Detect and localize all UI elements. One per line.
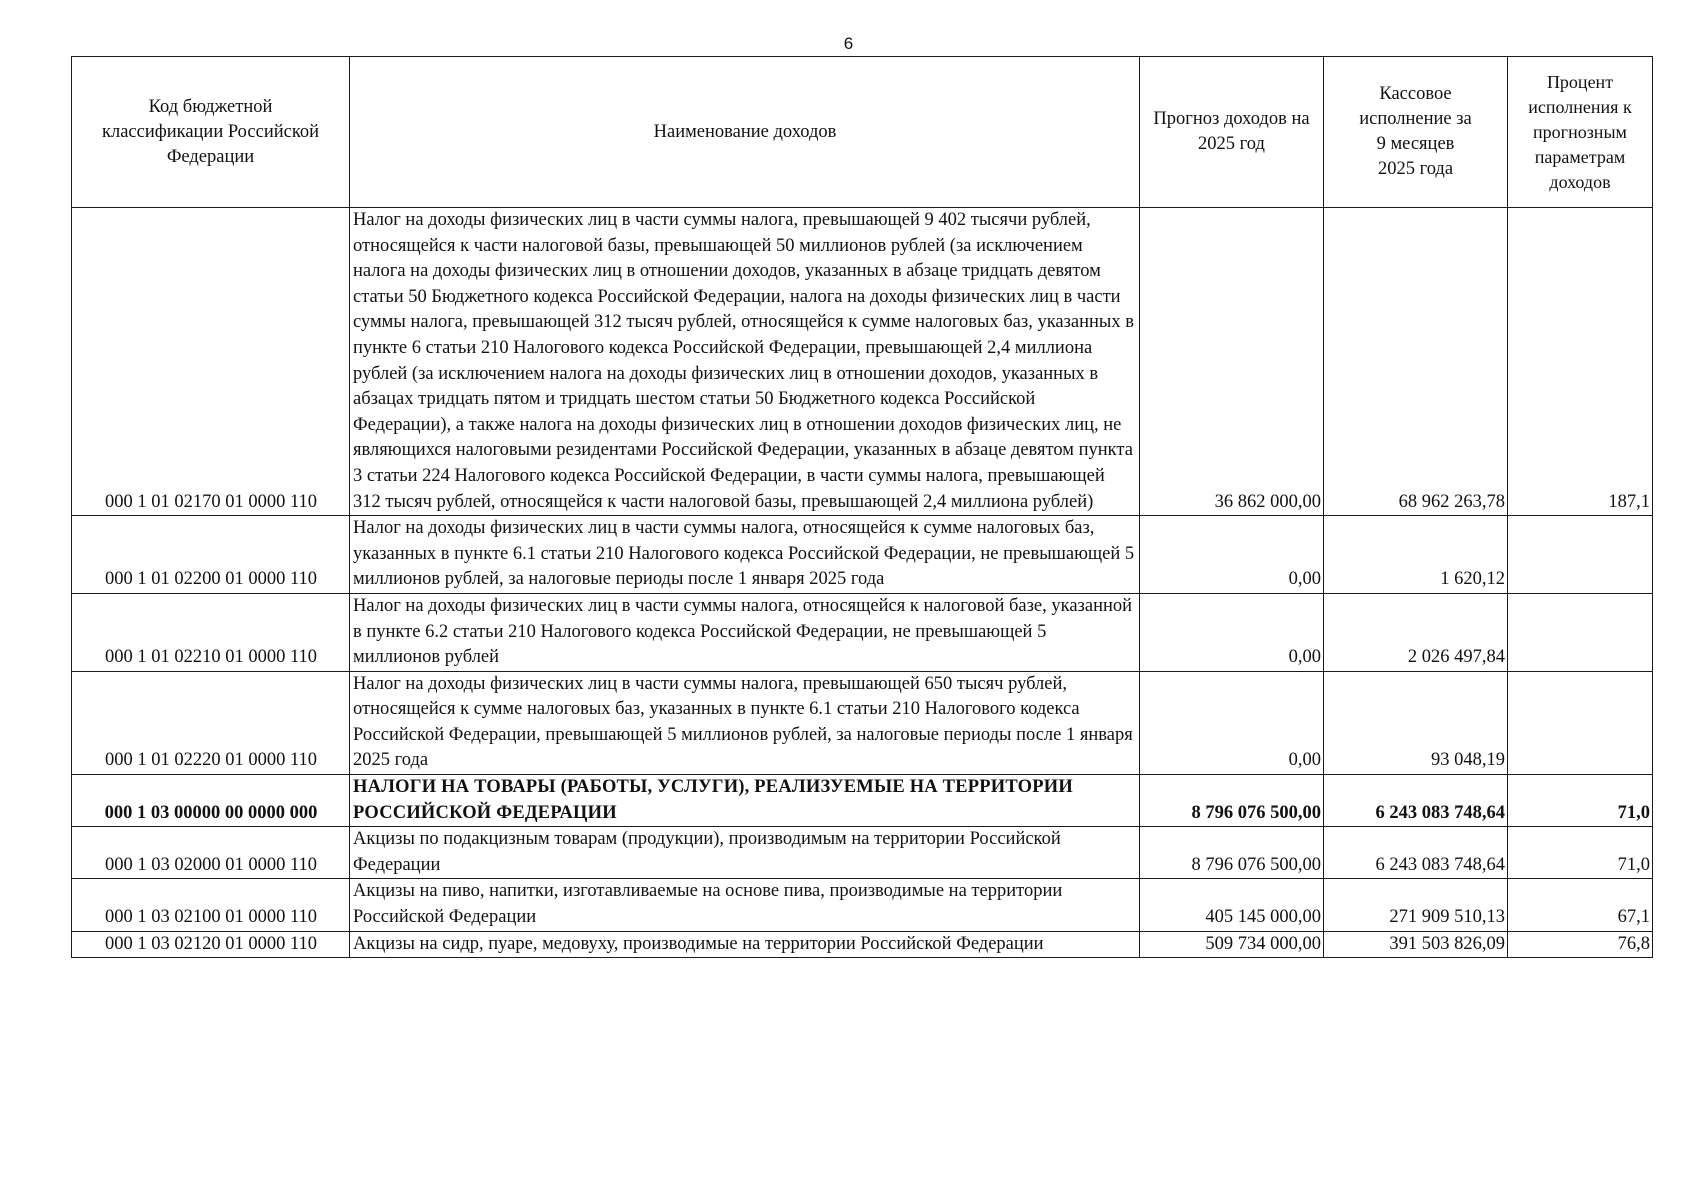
table-row	[72, 208, 1653, 516]
name-cell: НАЛОГИ НА ТОВАРЫ (РАБОТЫ, УСЛУГИ), РЕАЛИЗУЕМЫЕ НА ТЕРРИТОРИИ РОССИЙСКОЙ ФЕДЕРАЦИИ	[350, 775, 1140, 827]
table-header-row	[72, 57, 1653, 208]
table-row	[72, 516, 1653, 594]
forecast-cell: 405 145 000,00	[1140, 879, 1324, 931]
table-row	[72, 593, 1653, 671]
table-row	[72, 931, 1653, 958]
name-cell: Акцизы на сидр, пуаре, медовуху, производимые на территории Российской Федерации	[350, 931, 1140, 958]
code-cell: 000 1 01 02170 01 0000 110	[72, 208, 350, 516]
revenue-table	[71, 56, 1653, 958]
code-cell: 000 1 03 02000 01 0000 110	[72, 827, 350, 879]
percent-cell: 71,0	[1508, 827, 1653, 879]
percent-cell: 71,0	[1508, 775, 1653, 827]
code-cell: 000 1 01 02200 01 0000 110	[72, 516, 350, 594]
header-percent: Процент исполнения к прогнозным параметрам доходов	[1508, 57, 1653, 208]
code-cell: 000 1 01 02210 01 0000 110	[72, 593, 350, 671]
header-code: Код бюджетной классификации Российской Федерации	[72, 57, 350, 208]
code-cell: 000 1 03 02120 01 0000 110	[72, 931, 350, 958]
percent-cell: 67,1	[1508, 879, 1653, 931]
header-name: Наименование доходов	[350, 57, 1140, 208]
execution-cell: 93 048,19	[1324, 671, 1508, 774]
table-body	[72, 208, 1653, 958]
name-cell: Налог на доходы физических лиц в части суммы налога, относящейся к налоговой базе, указанной в пункте 6.2 статьи 210 Налогового кодекса Российской Федерации, не превышающей 5 миллионов рублей	[350, 593, 1140, 671]
name-cell: Акцизы по подакцизным товарам (продукции), производимым на территории Российской Федерации	[350, 827, 1140, 879]
table-row	[72, 671, 1653, 774]
percent-cell	[1508, 516, 1653, 594]
forecast-cell: 0,00	[1140, 671, 1324, 774]
execution-cell: 68 962 263,78	[1324, 208, 1508, 516]
percent-cell	[1508, 593, 1653, 671]
execution-cell: 2 026 497,84	[1324, 593, 1508, 671]
percent-cell: 187,1	[1508, 208, 1653, 516]
code-cell: 000 1 03 02100 01 0000 110	[72, 879, 350, 931]
table-row	[72, 775, 1653, 827]
execution-cell: 391 503 826,09	[1324, 931, 1508, 958]
header-forecast: Прогноз доходов на 2025 год	[1140, 57, 1324, 208]
name-cell: Налог на доходы физических лиц в части суммы налога, превышающей 9 402 тысячи рублей, относящейся к части налоговой базы, превышающей 50 миллионов рублей (за исключением налога на доходы физических лиц в отношении доходов, указанных в абзаце тридцать девятом статьи 50 Бюджетного кодекса Российской Федерации, налога на доходы физических лиц в части суммы налога, превышающей 312 тысяч рублей, относящейся к сумме налоговых баз, указанных в пункте 6 статьи 210 Налогового кодекса Российской Федерации, превышающей 2,4 миллиона рублей (за исключением налога на доходы физических лиц в отношении доходов, указанных в абзацах тридцать пятом и тридцать шестом статьи 50 Бюджетного кодекса Российской Федерации), а также налога на доходы физических лиц в отношении доходов физических лиц, не являющихся налоговыми резидентами Российской Федерации, указанных в абзаце девятом пункта 3 статьи 224 Налогового кодекса Российской Федерации, в части суммы налога, превышающей 312 тысяч рублей, относящейся к части налоговой базы, превышающей 2,4 миллиона рублей)	[350, 208, 1140, 516]
forecast-cell: 509 734 000,00	[1140, 931, 1324, 958]
execution-cell: 271 909 510,13	[1324, 879, 1508, 931]
forecast-cell: 8 796 076 500,00	[1140, 775, 1324, 827]
percent-cell	[1508, 671, 1653, 774]
header-execution: Кассовое исполнение за 9 месяцев 2025 года	[1324, 57, 1508, 208]
forecast-cell: 8 796 076 500,00	[1140, 827, 1324, 879]
execution-cell: 1 620,12	[1324, 516, 1508, 594]
code-cell: 000 1 03 00000 00 0000 000	[72, 775, 350, 827]
execution-cell: 6 243 083 748,64	[1324, 775, 1508, 827]
forecast-cell: 0,00	[1140, 593, 1324, 671]
page-number: 6	[843, 34, 854, 53]
name-cell: Акцизы на пиво, напитки, изготавливаемые на основе пива, производимые на территории Российской Федерации	[350, 879, 1140, 931]
name-cell: Налог на доходы физических лиц в части суммы налога, превышающей 650 тысяч рублей, относящейся к сумме налоговых баз, указанных в пункте 6.1 статьи 210 Налогового кодекса Российской Федерации, превышающей 5 миллионов рублей, за налоговые периоды после 1 января 2025 года	[350, 671, 1140, 774]
name-cell: Налог на доходы физических лиц в части суммы налога, относящейся к сумме налоговых баз, указанных в пункте 6.1 статьи 210 Налогового кодекса Российской Федерации, не превышающей 5 миллионов рублей, за налоговые периоды после 1 января 2025 года	[350, 516, 1140, 594]
table-row	[72, 879, 1653, 931]
execution-cell: 6 243 083 748,64	[1324, 827, 1508, 879]
code-cell: 000 1 01 02220 01 0000 110	[72, 671, 350, 774]
forecast-cell: 36 862 000,00	[1140, 208, 1324, 516]
percent-cell: 76,8	[1508, 931, 1653, 958]
table-row	[72, 827, 1653, 879]
forecast-cell: 0,00	[1140, 516, 1324, 594]
